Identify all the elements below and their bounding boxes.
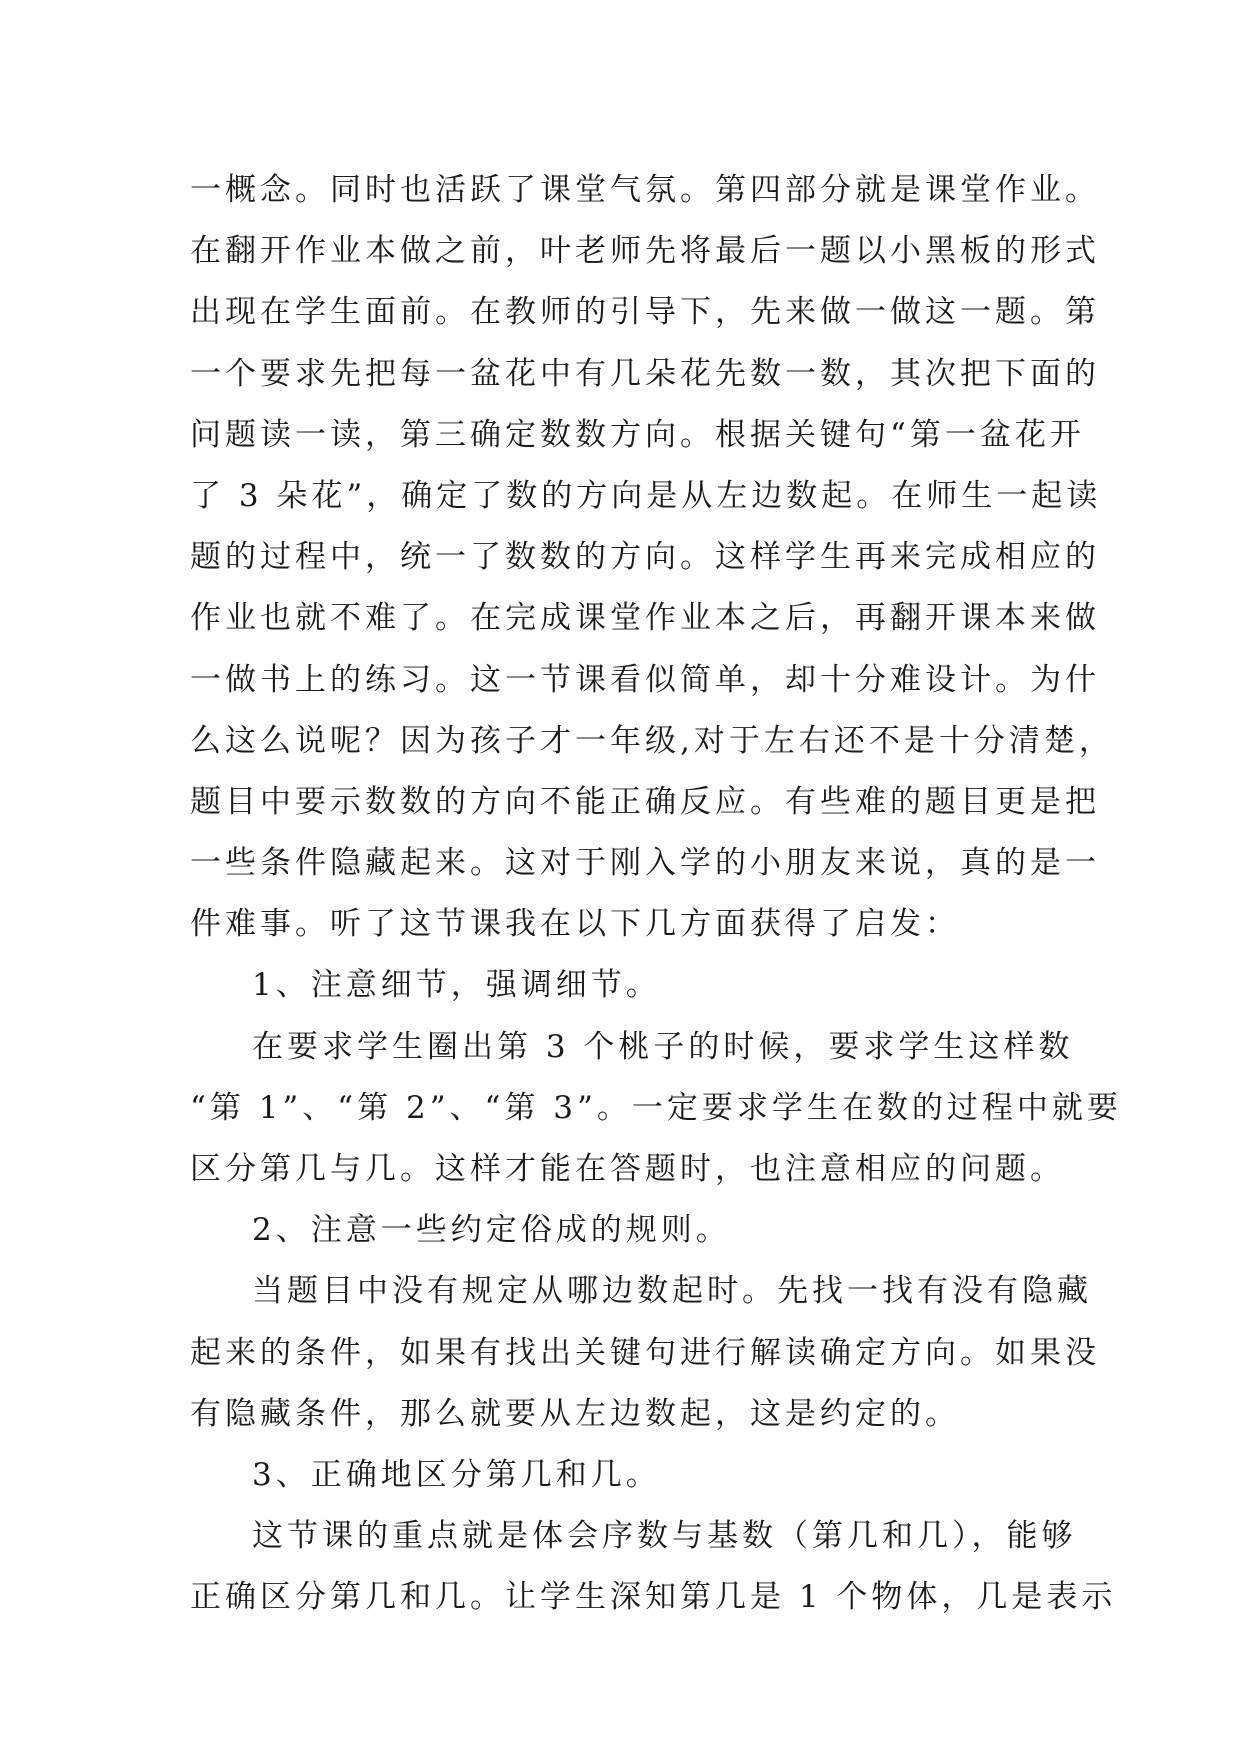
text-line: 问题读一读，第三确定数数方向。根据关键句“第一盆花开	[190, 416, 1085, 453]
text-line: 一些条件隐藏起来。这对于刚入学的小朋友来说，真的是一	[190, 845, 1100, 882]
text-line: 一做书上的练习。这一节课看似简单，却十分难设计。为什	[190, 661, 1100, 698]
text-line: 么这么说呢？因为孩子才一年级,对于左右还不是十分清楚，	[190, 722, 1114, 759]
text-line: 有隐藏条件，那么就要从左边数起，这是约定的。	[190, 1395, 960, 1432]
text-line: 正确区分第几和几。让学生深知第几是 1 个物体，几是表示	[190, 1579, 1117, 1616]
text-line: 出现在学生面前。在教师的引导下，先来做一做这一题。第	[190, 294, 1100, 331]
text-line: 这节课的重点就是体会序数与基数（第几和几），能够	[252, 1518, 1077, 1555]
text-line: 一概念。同时也活跃了课堂气氛。第四部分就是课堂作业。	[190, 172, 1100, 208]
document-body	[190, 160, 1122, 1629]
text-line: “第 1”、“第 2”、“第 3”。一定要求学生在数的过程中就要	[190, 1089, 1122, 1126]
section-heading: 3、正确地区分第几和几。	[252, 1456, 661, 1493]
text-line: 题目中要示数数的方向不能正确反应。有些难的题目更是把	[190, 783, 1100, 820]
text-line: 作业也就不难了。在完成课堂作业本之后，再翻开课本来做	[190, 600, 1100, 637]
text-line: 题的过程中，统一了数数的方向。这样学生再来完成相应的	[190, 539, 1100, 576]
text-line: 件难事。听了这节课我在以下几方面获得了启发：	[190, 906, 960, 943]
section-heading: 2、注意一些约定俗成的规则。	[252, 1212, 731, 1249]
text-line: 区分第几与几。这样才能在答题时，也注意相应的问题。	[190, 1151, 1065, 1187]
text-line: 在翻开作业本做之前，叶老师先将最后一题以小黑板的形式	[190, 233, 1100, 270]
text-line: 在要求学生圈出第 3 个桃子的时候，要求学生这样数	[252, 1028, 1074, 1065]
text-line: 当题目中没有规定从哪边数起时。先找一找有没有隐藏	[252, 1273, 1092, 1310]
text-line: 了 3 朵花”，确定了数的方向是从左边数起。在师生一起读	[190, 477, 1102, 514]
section-heading: 1、注意细节，强调细节。	[252, 967, 661, 1004]
text-line: 起来的条件，如果有找出关键句进行解读确定方向。如果没	[190, 1334, 1100, 1371]
text-line: 一个要求先把每一盆花中有几朵花先数一数，其次把下面的	[190, 355, 1100, 392]
